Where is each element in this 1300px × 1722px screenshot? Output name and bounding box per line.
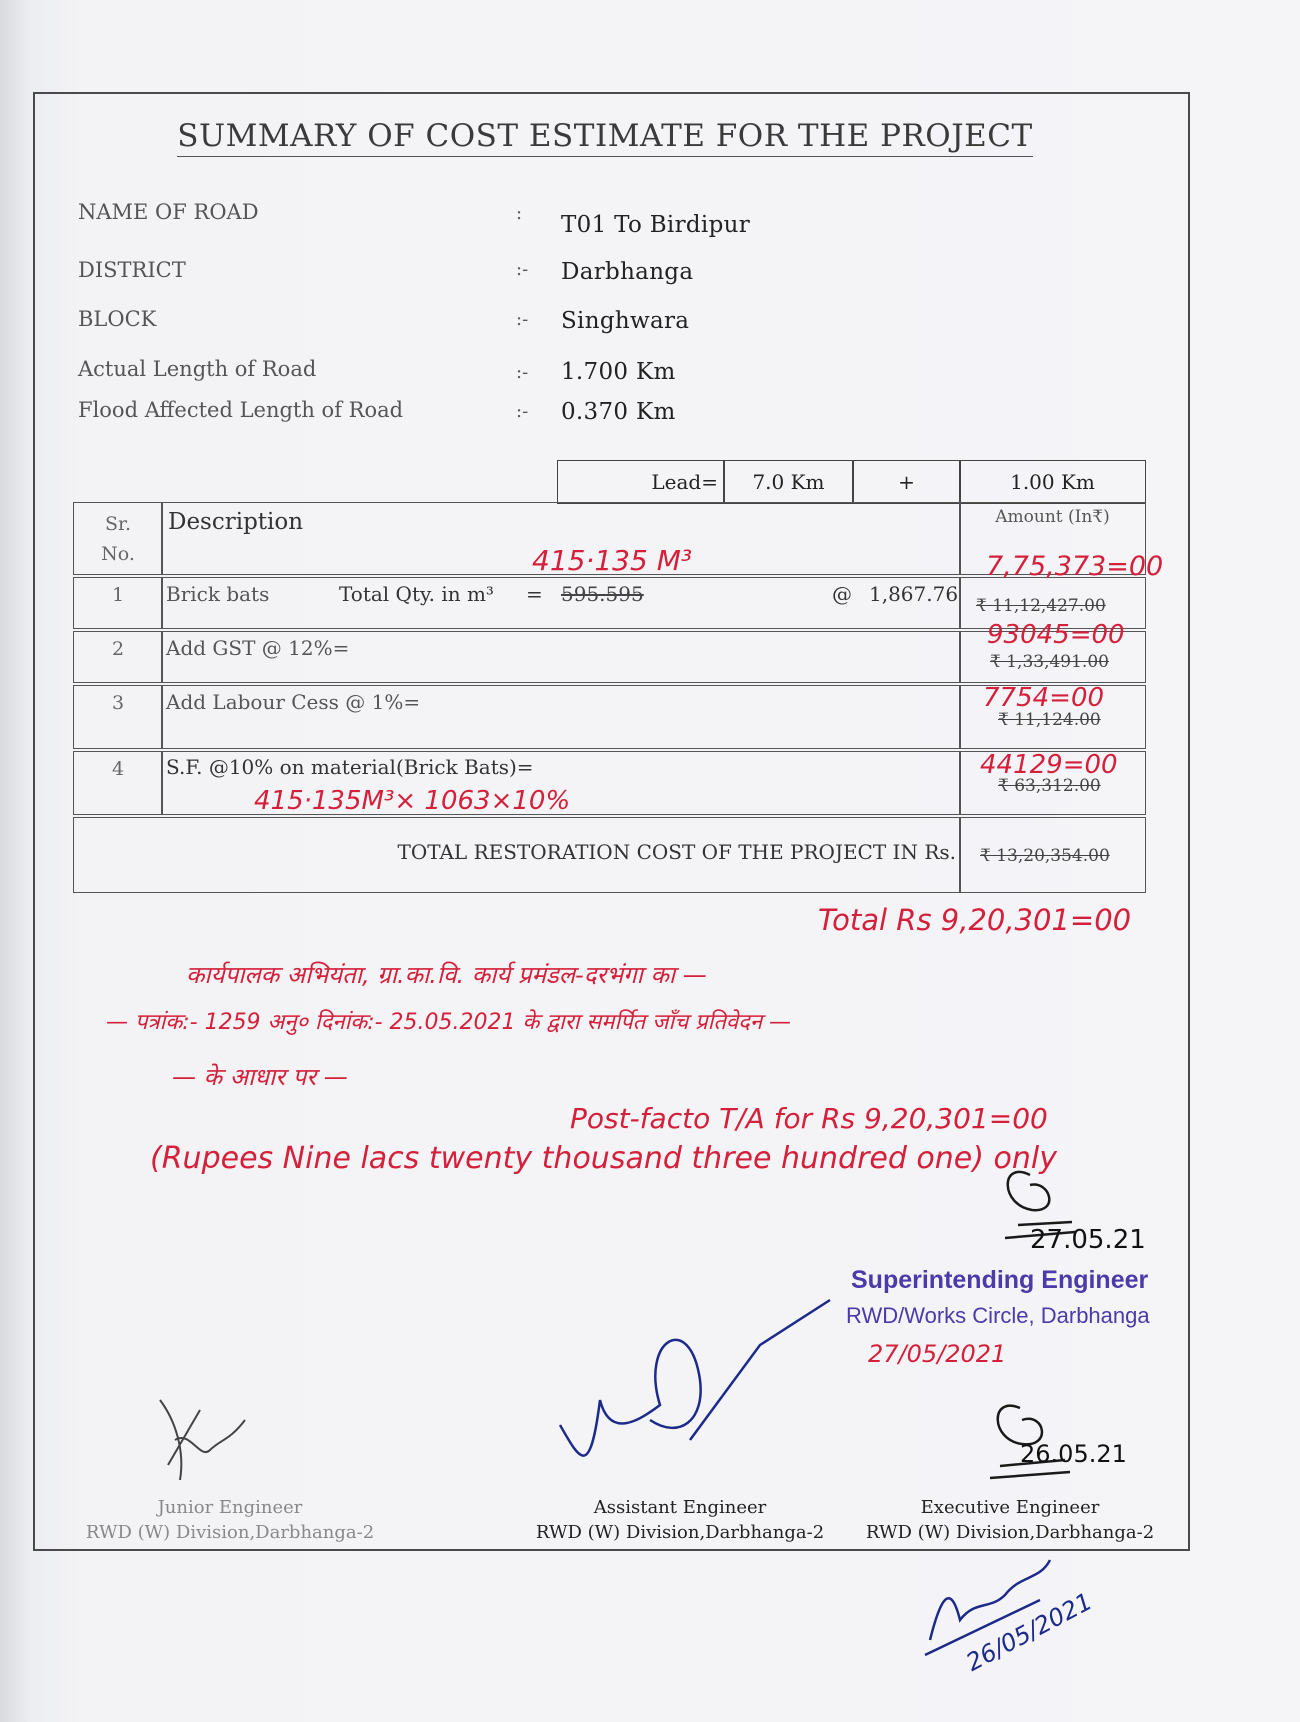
- lead-label: Lead=: [557, 460, 725, 504]
- row-2-sr: 2: [111, 638, 125, 660]
- hand-post-facto: Post-facto T/A for Rs 9,20,301=00: [570, 1102, 1048, 1135]
- row-2-amount: ₹ 1,33,491.00: [990, 652, 1109, 672]
- block-label: BLOCK: [78, 307, 157, 331]
- je-office: RWD (W) Division,Darbhanga-2: [85, 1522, 375, 1543]
- hand-qty: 415·135 M³: [532, 544, 693, 577]
- total-amount: ₹ 13,20,354.00: [980, 846, 1110, 866]
- hand-hindi-line-1: कार्यपालक अभियंता, ग्रा.का.वि. कार्य प्रमंडल-दरभंगा का —: [186, 961, 707, 989]
- row-2-desc-cell: [161, 631, 961, 683]
- ae-office: RWD (W) Division,Darbhanga-2: [535, 1522, 825, 1543]
- row-1-amount: ₹ 11,12,427.00: [976, 596, 1106, 616]
- road-name-colon: :: [516, 203, 523, 224]
- total-label: TOTAL RESTORATION COST OF THE PROJECT IN Rs.: [397, 840, 956, 864]
- page-title: SUMMARY OF COST ESTIMATE FOR THE PROJECT: [0, 118, 1210, 154]
- row-2-description: Add GST @ 12%=: [166, 636, 350, 660]
- se-stamp-office: RWD/Works Circle, Darbhanga: [846, 1303, 1150, 1328]
- block-value: Singhwara: [561, 308, 690, 334]
- flood-length-colon: :-: [516, 401, 529, 422]
- flood-length-value: 0.370 Km: [561, 399, 676, 425]
- road-name-value: T01 To Birdipur: [561, 212, 750, 238]
- lead-plus: +: [852, 460, 961, 504]
- row-1-sr: 1: [111, 584, 125, 606]
- row-1-qty: 595.595: [561, 582, 644, 606]
- row-1-qty-label: Total Qty. in m³: [339, 582, 494, 606]
- lead-extra: 1.00 Km: [959, 460, 1146, 504]
- row-1-desc-cell: [161, 577, 961, 629]
- hand-rupees-words: (Rupees Nine lacs twenty thousand three hundred one) only: [150, 1141, 1057, 1176]
- lead-value: 7.0 Km: [723, 460, 854, 504]
- actual-length-label: Actual Length of Road: [78, 357, 317, 381]
- row-3-sr-cell: [73, 685, 163, 749]
- total-label-cell: [73, 817, 961, 893]
- amount-header: Amount (In₹): [995, 507, 1110, 527]
- hand-total: Total Rs 9,20,301=00: [818, 903, 1132, 937]
- sr-header: Sr. No.: [101, 513, 135, 565]
- ee-date: 26.05.21: [1020, 1440, 1127, 1468]
- row-3-desc-cell: [161, 685, 961, 749]
- district-value: Darbhanga: [561, 259, 694, 285]
- district-label: DISTRICT: [78, 258, 186, 282]
- road-name-label: NAME OF ROAD: [78, 200, 259, 224]
- row-3-amount: ₹ 11,124.00: [998, 710, 1101, 730]
- hand-hindi-line-3: — के आधार पर —: [172, 1063, 348, 1091]
- sr-header-cell: [73, 502, 163, 575]
- row-1-at: @: [832, 582, 852, 606]
- se-stamp-title: Superintending Engineer: [851, 1266, 1149, 1294]
- hand-amount-1: 7,75,373=00: [986, 551, 1164, 582]
- hand-amount-2: 93045=00: [987, 620, 1125, 650]
- district-colon: :-: [516, 259, 529, 280]
- flood-length-label: Flood Affected Length of Road: [78, 398, 404, 422]
- hand-amount-4: 44129=00: [980, 750, 1118, 780]
- row-1-eq: =: [526, 582, 543, 606]
- row-1-sr-cell: [73, 577, 163, 629]
- actual-length-colon: :-: [516, 362, 529, 383]
- row-1-description: Brick bats: [166, 582, 270, 606]
- row-3-sr: 3: [111, 692, 125, 714]
- row-4-amount: ₹ 63,312.00: [998, 776, 1101, 796]
- row-3-description: Add Labour Cess @ 1%=: [166, 690, 421, 714]
- hand-sf-note: 415·135M³× 1063×10%: [254, 786, 571, 816]
- bottom-date: 26/05/2021: [961, 1587, 1097, 1677]
- hand-amount-3: 7754=00: [983, 683, 1105, 713]
- row-4-description: S.F. @10% on material(Brick Bats)=: [166, 755, 534, 779]
- hand-hindi-line-2: — पत्रांक:- 1259 अनु० दिनांक:- 25.05.2021 के द्वारा समर्पित जाँच प्रतिवेदन —: [106, 1010, 792, 1035]
- block-colon: :-: [516, 309, 529, 330]
- je-title: Junior Engineer: [157, 1497, 303, 1518]
- ae-title: Assistant Engineer: [593, 1497, 767, 1518]
- row-1-rate: 1,867.76: [869, 582, 959, 606]
- se-date: 27.05.21: [1030, 1225, 1146, 1255]
- row-2-sr-cell: [73, 631, 163, 683]
- ee-title: Executive Engineer: [920, 1497, 1100, 1518]
- row-4-sr-cell: [73, 751, 163, 815]
- row-4-sr: 4: [111, 758, 125, 780]
- description-header: Description: [168, 509, 304, 535]
- ee-office: RWD (W) Division,Darbhanga-2: [865, 1522, 1155, 1543]
- se-date-red: 27/05/2021: [868, 1340, 1007, 1368]
- total-amount-cell: [959, 817, 1146, 893]
- actual-length-value: 1.700 Km: [561, 359, 676, 385]
